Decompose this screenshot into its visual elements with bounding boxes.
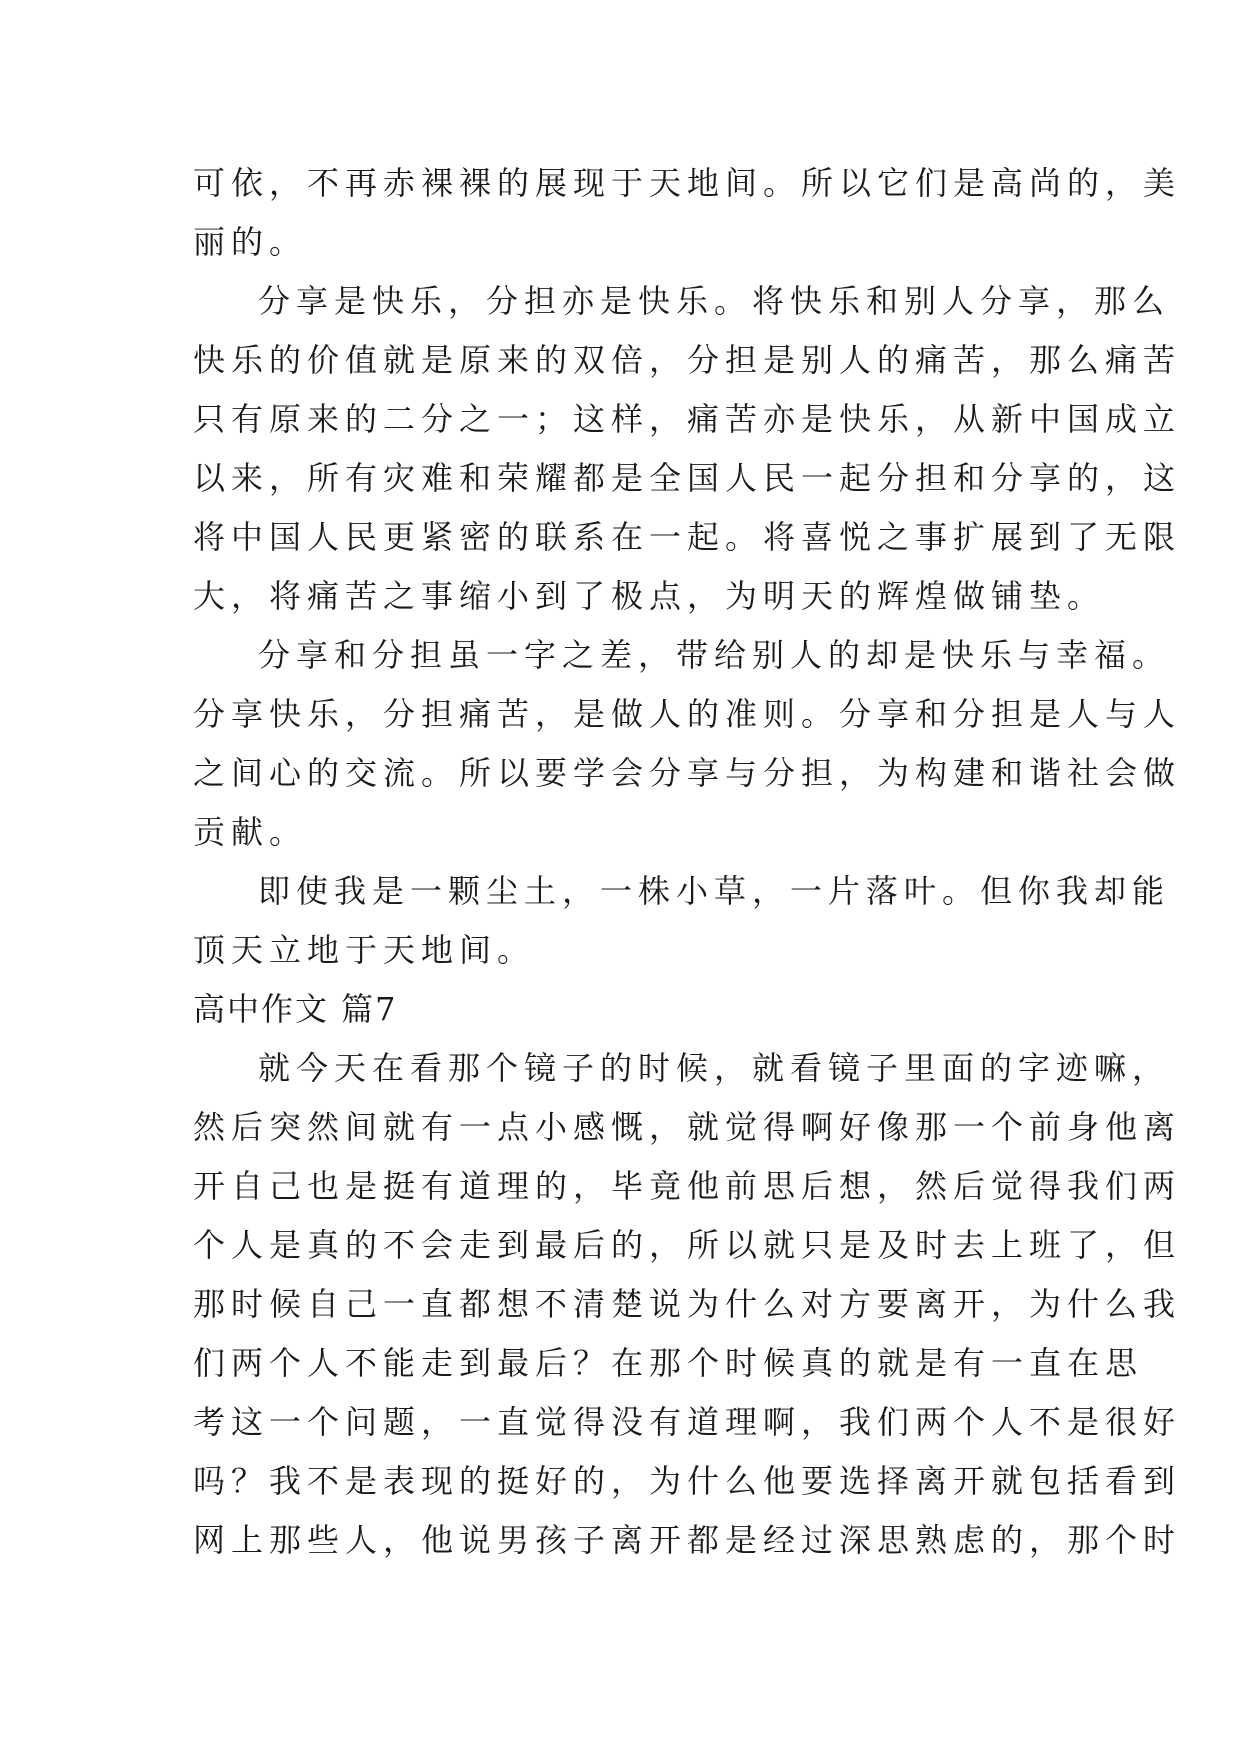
text-line: 之间心的交流。所以要学会分享与分担，为构建和谐社会做 [193, 754, 1182, 792]
text-line: 吗？我不是表现的挺好的，为什么他要选择离开就包括看到 [193, 1462, 1182, 1500]
text-line: 们两个人不能走到最后？在那个时候真的就是有一直在思 [193, 1344, 1144, 1382]
text-line: 快乐的价值就是原来的双倍，分担是别人的痛苦，那么痛苦 [193, 341, 1182, 379]
section-heading: 高中作文 篇7 [193, 990, 398, 1028]
text-line: 将中国人民更紧密的联系在一起。将喜悦之事扩展到了无限 [193, 518, 1182, 556]
text-line: 可依，不再赤裸裸的展现于天地间。所以它们是高尚的，美 [193, 164, 1182, 202]
paragraph-first-line: 分享是快乐，分担亦是快乐。将快乐和别人分享，那么 [258, 282, 1171, 320]
text-line: 大，将痛苦之事缩小到了极点，为明天的辉煌做铺垫。 [193, 577, 1106, 615]
paragraph-first-line: 就今天在看那个镜子的时候，就看镜子里面的字迹嘛， [258, 1049, 1171, 1087]
text-line: 个人是真的不会走到最后的，所以就只是及时去上班了，但 [193, 1226, 1182, 1264]
text-line: 贡献。 [193, 813, 308, 851]
text-line: 考这一个问题，一直觉得没有道理啊，我们两个人不是很好 [193, 1403, 1182, 1441]
text-line: 丽的。 [193, 223, 308, 261]
document-body [193, 154, 1182, 1570]
text-line: 那时候自己一直都想不清楚说为什么对方要离开，为什么我 [193, 1285, 1182, 1323]
text-line: 分享快乐，分担痛苦，是做人的准则。分享和分担是人与人 [193, 695, 1182, 733]
text-line: 只有原来的二分之一；这样，痛苦亦是快乐，从新中国成立 [193, 400, 1182, 438]
paragraph-first-line: 分享和分担虽一字之差，带给别人的却是快乐与幸福。 [258, 636, 1171, 674]
paragraph-first-line: 即使我是一颗尘土，一株小草，一片落叶。但你我却能 [258, 872, 1171, 910]
text-line: 开自己也是挺有道理的，毕竟他前思后想，然后觉得我们两 [193, 1167, 1182, 1205]
text-line: 然后突然间就有一点小感慨，就觉得啊好像那一个前身他离 [193, 1108, 1182, 1146]
text-line: 顶天立地于天地间。 [193, 931, 536, 969]
text-line: 以来，所有灾难和荣耀都是全国人民一起分担和分享的，这 [193, 459, 1182, 497]
text-line: 网上那些人，他说男孩子离开都是经过深思熟虑的，那个时 [193, 1521, 1182, 1559]
